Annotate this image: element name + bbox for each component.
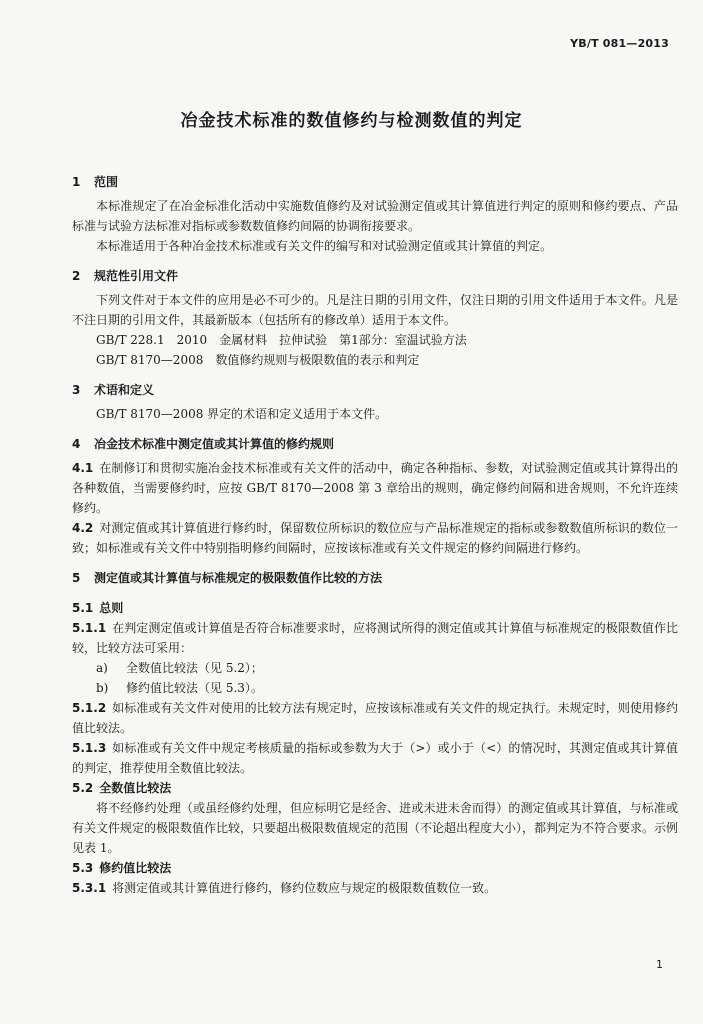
clause-number: 5.3.1 <box>72 881 107 895</box>
clause-number: 5.1.2 <box>72 701 107 715</box>
section-3-paragraph-1: GB/T 8170—2008 界定的术语和定义适用于本文件。 <box>96 407 388 421</box>
clause-text: 在制修订和贯彻实施冶金技术标准或有关文件的活动中，确定各种指标、参数，对试验测定值或其计算得出的各种数值，当需要修约时，应按 GB/T 8170—2008 第 3 章给出的规则，确定修约间隔和进舍规则，不允许连续修约。 <box>72 461 678 515</box>
section-1-paragraph-2: 本标准适用于各种冶金技术标准或有关文件的编写和对试验测定值或其计算值的判定。 <box>96 239 553 253</box>
clause-text: 将测定值或其计算值进行修约，修约位数应与规定的极限数值数位一致。 <box>112 881 497 895</box>
section-2-heading <box>72 266 678 286</box>
list-item-a <box>72 658 678 678</box>
clause-5-3-1 <box>72 878 678 898</box>
clause-text: 对测定值或其计算值进行修约时，保留数位所标识的数位应与产品标准规定的指标或参数数值所标识的数位一致；如标准或有关文件中特别指明修约间隔时，应按该标准或有关文件规定的修约间隔进行修约。 <box>72 521 678 555</box>
section-number: 2 <box>72 269 81 283</box>
clause-5-3-heading <box>72 858 678 878</box>
section-1-paragraph-1: 本标准规定了在冶金标准化活动中实施数值修约及对试验测定值或其计算值进行判定的原则和修约要点、产品标准与试验方法标准对指标或参数数值修约间隔的协调衔接要求。 <box>72 199 678 233</box>
section-number: 4 <box>72 437 81 451</box>
section-title: 测定值或其计算值与标准规定的极限数值作比较的方法 <box>94 571 383 585</box>
reference-item: GB/T 8170—2008 数值修约规则与极限数值的表示和判定 <box>96 353 420 367</box>
clause-4-1 <box>72 458 678 518</box>
clause-5-1-2 <box>72 698 678 738</box>
clause-number: 5.1 <box>72 601 94 615</box>
clause-number: 5.2 <box>72 781 94 795</box>
clause-number: 5.3 <box>72 861 94 875</box>
section-4-heading <box>72 434 678 454</box>
clause-number: 4.1 <box>72 461 94 475</box>
section-title: 冶金技术标准中测定值或其计算值的修约规则 <box>94 437 335 451</box>
section-1-heading <box>72 172 678 192</box>
clause-5-2-text: 将不经修约处理（或虽经修约处理，但应标明它是经舍、进或未进未舍而得）的测定值或其计算值，与标准或有关文件规定的极限数值作比较，只要超出极限数值规定的范围（不论超出程度大小），都判定为不符合要求。示例见表 1。 <box>72 801 679 855</box>
clause-5-1-heading <box>72 598 678 618</box>
section-2-paragraph-1: 下列文件对于本文件的应用是必不可少的。凡是注日期的引用文件，仅注日期的引用文件适用于本文件。凡是不注日期的引用文件，其最新版本（包括所有的修改单）适用于本文件。 <box>72 293 678 327</box>
clause-title: 总则 <box>99 601 124 615</box>
clause-5-2-heading <box>72 778 678 798</box>
document-body <box>72 172 678 898</box>
reference-item: GB/T 228.1 2010 金属材料 拉伸试验 第1部分：室温试验方法 <box>96 333 467 347</box>
section-number: 1 <box>72 175 81 189</box>
list-item-b <box>72 678 678 698</box>
list-label: a) <box>96 661 108 675</box>
clause-4-2 <box>72 518 678 558</box>
section-title: 术语和定义 <box>94 383 155 397</box>
clause-number: 5.1.3 <box>72 741 107 755</box>
clause-number: 5.1.1 <box>72 621 107 635</box>
clause-text: 如标准或有关文件对使用的比较方法有规定时，应按该标准或有关文件的规定执行。未规定时，则使用修约值比较法。 <box>72 701 678 735</box>
clause-number: 4.2 <box>72 521 94 535</box>
list-text: 修约值比较法（见 5.3）。 <box>126 681 263 695</box>
section-3-heading <box>72 380 678 400</box>
document-title: 冶金技术标准的数值修约与检测数值的判定 <box>180 111 523 131</box>
standard-code: YB/T 081—2013 <box>570 37 669 50</box>
list-text: 全数值比较法（见 5.2）； <box>126 661 263 675</box>
section-title: 规范性引用文件 <box>94 269 179 283</box>
section-5-heading <box>72 568 678 588</box>
clause-5-1-3 <box>72 738 678 778</box>
clause-title: 修约值比较法 <box>99 861 172 875</box>
clause-text: 在判定测定值或计算值是否符合标准要求时，应将测试所得的测定值或其计算值与标准规定的极限数值作比较，比较方法可采用： <box>72 621 678 655</box>
section-number: 3 <box>72 383 81 397</box>
clause-5-1-1 <box>72 618 678 658</box>
clause-title: 全数值比较法 <box>99 781 172 795</box>
clause-text: 如标准或有关文件中规定考核质量的指标或参数为大于（>）或小于（<）的情况时，其测定值或其计算值的判定，推荐使用全数值比较法。 <box>72 741 678 775</box>
list-label: b) <box>96 681 109 695</box>
page-number: 1 <box>656 958 663 971</box>
section-number: 5 <box>72 571 81 585</box>
section-title: 范围 <box>94 175 119 189</box>
